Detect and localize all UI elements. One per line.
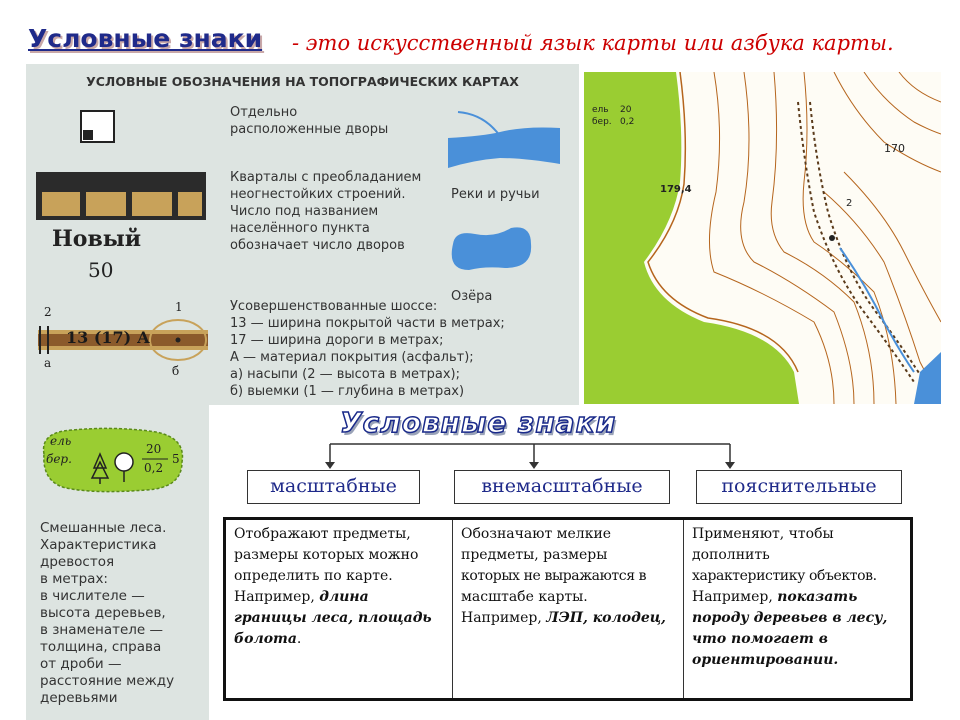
road-mark-2: 2: [44, 305, 52, 319]
forest-tree1: ель: [50, 434, 72, 448]
forest-numerator: 20: [146, 442, 162, 456]
road-mark-1: 1: [175, 300, 183, 314]
desc-nonscale: Обозначают мелкие предметы, размеры которых не выражаются в масштабе карты. Например, ЛЭП, колодец,: [461, 526, 666, 626]
legend-quarters-text: Кварталы с преобладанием неогнестойких строений. Число под названием населённого пункта обозначает число дворов: [230, 170, 422, 253]
desc-scale: Отображают предметы, размеры которых можно определить по карте. Например, длина границы леса, площадь болота.: [234, 526, 432, 647]
legend-highway-text: Усовершенствованные шоссе: 13 — ширина покрытой части в метрах; 17 — ширина дороги в метрах; А — материал покрытия (асфальт); а) насыпи (2 — высота в метрах); б) выемки (1 — глубина в метрах): [230, 299, 505, 399]
legend-header: УСЛОВНЫЕ ОБОЗНАЧЕНИЯ НА ТОПОГРАФИЧЕСКИХ КАРТАХ: [86, 74, 519, 89]
legend-lakes-text: Озёра: [451, 289, 493, 304]
map-tree-bot-label: бер.: [592, 117, 612, 127]
forest-spacing: 5: [172, 452, 180, 466]
category-nonscale: внемасштабные: [454, 470, 670, 504]
road-mark-a: а: [44, 356, 52, 370]
forest-tree2: бер.: [46, 452, 72, 466]
lake-symbol-icon: [445, 224, 535, 274]
map-frac-bot-label: 0,2: [620, 117, 635, 127]
page-subtitle: - это искусственный язык карты или азбука карты.: [292, 31, 894, 55]
road-label: 13 (17) А: [66, 328, 150, 347]
topographic-map: [584, 72, 941, 404]
map-height-170-label: 170: [884, 142, 905, 155]
road-mark-b: б: [172, 364, 180, 378]
page-title: Условные знаки: [28, 24, 263, 53]
desc-explanatory: Применяют, чтобы дополнить характеристику объектов. Например, показать породу деревьев в лесу, что помогает в ориентировании.: [692, 526, 888, 668]
diagram-heading: Условные знаки: [340, 406, 617, 439]
forest-denominator: 0,2: [144, 461, 164, 475]
quarters-symbol-icon: [36, 172, 206, 220]
category-explanatory: пояснительные: [696, 470, 902, 504]
settlement-name: Новый: [52, 226, 142, 252]
river-symbol-icon: [444, 106, 564, 172]
yard-symbol-icon: [80, 110, 116, 144]
map-frac-top-label: 20: [620, 105, 632, 115]
legend-rivers-text: Реки и ручьи: [451, 187, 540, 202]
settlement-count: 50: [88, 258, 114, 282]
legend-yards-text: Отдельно расположенные дворы: [230, 105, 389, 137]
map-tree-top-label: ель: [592, 105, 609, 115]
category-scale: масштабные: [247, 470, 420, 504]
map-mark-2-label: 2: [846, 198, 853, 209]
forest-description: Смешанные леса. Характеристика древостоя в метрах: в числителе — высота деревьев, в знаменателе — толщина, справа от дроби — расстояние между деревьями: [40, 520, 175, 706]
diagram-connectors: [320, 438, 740, 470]
map-height-179-label: 179,4: [660, 184, 692, 195]
